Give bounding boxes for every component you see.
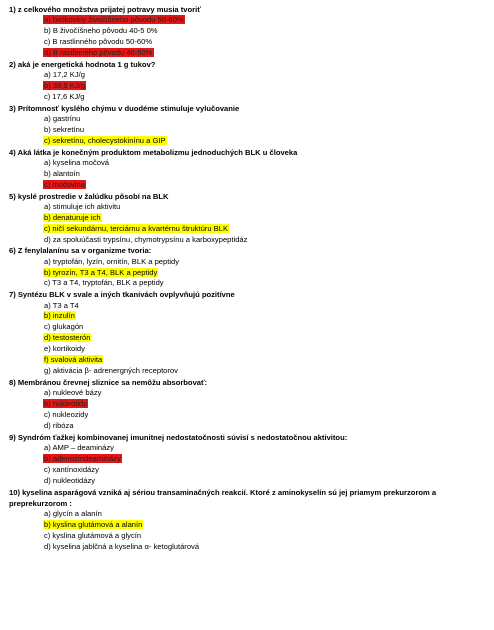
answer-text: a) glycín a alanín [44,508,102,518]
answer-option [43,399,494,410]
answer-option [43,421,494,432]
answer-text: a) nukleové bázy [44,388,102,398]
question-text: 1) z celkového množstva prijatej potravy musia tvoriť [9,5,201,14]
highlighted-answer-text: c) močovina [44,179,85,189]
answer-option [43,202,494,213]
answer-option [43,224,494,235]
answer-option [43,465,494,476]
answer-option [43,136,494,147]
answer-text: c) 17,6 KJ/g [44,91,85,101]
answer-option [43,48,494,59]
question-block [9,432,494,487]
answer-text: a) AMP – deaminázy [44,442,114,452]
answer-option [43,81,494,92]
question-list [9,4,494,553]
answer-text: b) B živočíšneho pôvodu 40-5 0% [44,26,158,36]
answer-text: c) T3 a T4, tryptofán, BLK a peptidy [44,278,164,288]
highlighted-answer-text: d) B rastlinného pôvodu 40-50% [44,47,153,57]
answer-text: d) ribóza [44,420,74,430]
question-block [9,289,494,377]
answer-text: a) gastrínu [44,113,81,123]
highlighted-answer-text: d) testosterón [44,333,91,343]
answer-text: d) kyselina jablčná a kyselina α- ketoglutárová [44,541,200,551]
answer-option [43,158,494,169]
answer-option [43,26,494,37]
answer-option [43,114,494,125]
question-text: 2) aká je energetická hodnota 1 g tukov? [9,59,156,69]
answer-option [43,520,494,531]
answer-text: c) B rastlinného pôvodu 50-60% [44,37,153,47]
question-text: 6) Z fenylalanínu sa v organizme tvoria: [9,246,152,256]
question-text: 10) kyselina asparágová vzniká aj sériou transaminačných reakcií. Ktoré z aminokyselín sú jej priamym prekurzorom a preprekurzorom : [9,487,437,508]
answer-option [43,213,494,224]
answer-option [43,180,494,191]
answer-option [43,509,494,520]
answer-text: g) aktivácia β- adrenergných receptorov [44,365,178,375]
answer-option [43,311,494,322]
answer-option [43,344,494,355]
highlighted-answer-text: b) denaturuje ich [44,212,101,222]
question-text: 3) Prítomnosť kyslého chýmu v duodéme stimuluje vylučovanie [9,103,240,113]
answer-option [43,476,494,487]
answer-text: a) kyselina močová [44,157,109,167]
highlighted-answer-text: c) ničí sekundárnu, terciárnu a kvartérnu štruktúru BLK [44,223,229,233]
answer-text: a) 17,2 KJ/g [44,70,85,80]
answer-text: c) nukleozidy [44,409,89,419]
answer-option [43,454,494,465]
question-text: 8) Membránou črevnej sliznice sa nemôžu absorbovať: [9,377,208,387]
answer-option [43,15,494,26]
answer-option [43,125,494,136]
answer-text: c) kyslina glutámová a glycín [44,530,142,540]
answer-option [43,257,494,268]
highlighted-answer-text: f) svalová aktivita [44,355,103,365]
question-text: 9) Syndróm ťažkej kombinovanej imunitnej nedostatočnosti súvisí s nedostatočnou aktivitou: [9,432,348,442]
highlighted-answer-text: b) 38,9 KJ/g [44,80,85,90]
answer-option [43,235,494,246]
question-block [9,4,494,59]
question-block [9,245,494,289]
answer-option [43,542,494,553]
highlighted-answer-text: c) sekretínu, cholecystokinínu a GIP [44,135,166,145]
answer-text: a) stimuluje ich aktivitu [44,201,121,211]
question-text: 7) Syntézu BLK v svale a iných tkanivách ovplyvňujú pozitívne [9,290,235,300]
answer-text: e) kortikoidy [44,344,85,354]
answer-option [43,366,494,377]
answer-option [43,70,494,81]
answer-text: c) glukagón [44,322,84,332]
answer-text: a) T3 a T4 [44,300,79,310]
question-block [9,147,494,191]
question-block [9,377,494,432]
answer-text: c) xantínoxidázy [44,464,99,474]
question-block [9,59,494,103]
answer-option [43,443,494,454]
answer-option [43,410,494,421]
highlighted-answer-text: b) nukleotidy [44,399,88,408]
answer-text: d) nukleotidázy [44,475,96,485]
answer-text: b) alantoín [44,168,80,178]
question-block [9,103,494,147]
answer-option [43,278,494,289]
question-block [9,487,494,553]
question-text: 5) kyslé prostredie v žalúdku pôsobí na BLK [9,191,169,201]
highlighted-answer-text: b) adenozíndeaminázy [44,453,121,463]
answer-option [43,388,494,399]
answer-option [43,333,494,344]
answer-option [43,301,494,312]
highlighted-answer-text: b) tyrozín, T3 a T4, BLK a peptidy [44,267,158,277]
answer-option [43,355,494,366]
highlighted-answer-text: b) inzulín [44,311,75,321]
highlighted-answer-text: a) bielkoviny živočíšneho pôvodu 50-60% [44,15,184,25]
answer-text: b) sekretínu [44,124,85,134]
answer-option [43,92,494,103]
answer-option [43,268,494,279]
answer-option [43,531,494,542]
answer-text: a) tryptofán, lyzín, ornitín, BLK a peptidy [44,256,180,266]
answer-option [43,322,494,333]
question-block [9,191,494,246]
question-text: 4) Aká látka je konečným produktom metabolizmu jednoduchých BLK u človeka [9,147,298,157]
answer-option [43,169,494,180]
highlighted-answer-text: b) kyslina glutámová a alanín [44,519,143,529]
answer-option [43,37,494,48]
answer-text: d) za spoluúčasti trypsínu, chymotrypsínu a karboxypeptidáz [44,234,248,244]
